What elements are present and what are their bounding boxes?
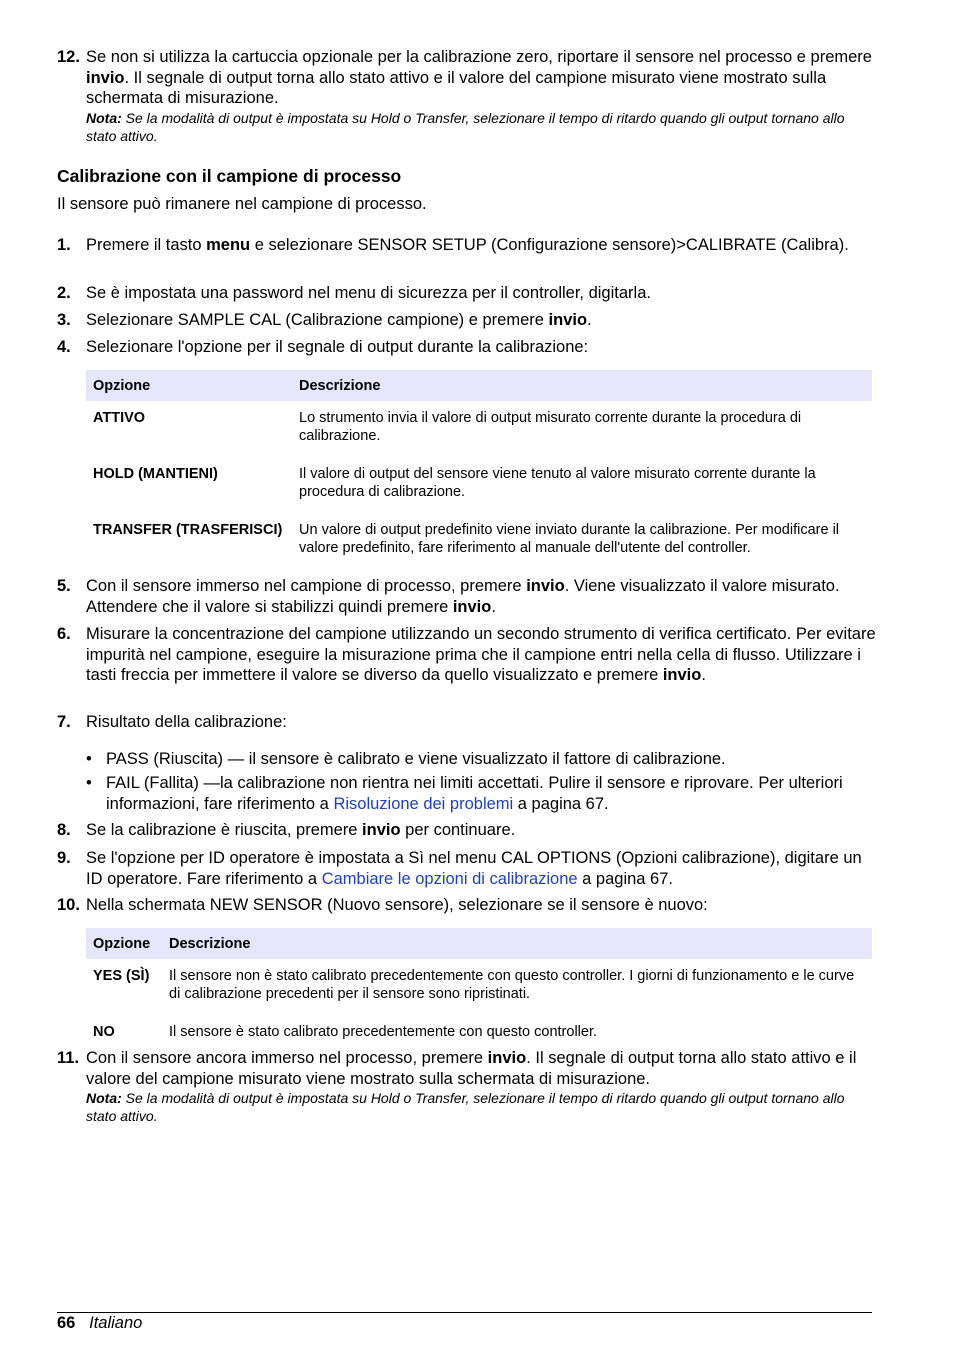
step-text: Se è impostata una password nel menu di sicurezza per il controller, digitarla. xyxy=(86,284,651,302)
note: Nota: Se la modalità di output è impostata su Hold o Transfer, selezionare il tempo di ritardo quando gli output tornano allo stato attivo. xyxy=(86,1090,845,1124)
column-header: Opzione xyxy=(86,370,292,401)
bullet-icon: • xyxy=(86,750,92,768)
step-number: 1. xyxy=(57,236,71,254)
page-number: 66 xyxy=(57,1314,76,1332)
table-row xyxy=(86,459,872,515)
step-number: 11. xyxy=(57,1049,80,1067)
step-number: 5. xyxy=(57,577,71,595)
note: Nota: Se la modalità di output è impostata su Hold o Transfer, selezionare il tempo di ritardo quando gli output tornano allo stato attivo. xyxy=(86,109,845,144)
footer xyxy=(57,1313,142,1333)
description-cell: Il valore di output del sensore viene tenuto al valore misurato corrente durante la procedura di calibrazione. xyxy=(299,466,816,500)
step-text: Con il sensore ancora immerso nel processo, premere invio. Il segnale di output torna allo stato attivo e il valore del campione misurato viene mostrato sulla schermata di misurazione. Nota: Se la modalità di output è impostata su Hold o Transfer, selezionare il tempo di ritardo quando gli output tornano allo stato attivo. xyxy=(86,1048,876,1125)
step-text: Con il sensore immerso nel campione di processo, premere invio. Viene visualizzato il valore misurato. Attendere che il valore si stabilizzi quindi premere invio. xyxy=(86,577,840,616)
description-cell: Un valore di output predefinito viene inviato durante la calibrazione. Per modificare il valore predefinito, fare riferimento al manuale dell'utente del controller. xyxy=(299,522,840,556)
bullet-icon: • xyxy=(86,774,92,792)
footer-language: Italiano xyxy=(89,1314,143,1332)
table-header-row xyxy=(86,928,872,959)
step-text: Se non si utilizza la cartuccia opzionale per la calibrazione zero, riportare il sensore nel processo e premere invio. Il segnale di output torna allo stato attivo e il valore del campione misurato viene mostrato sulla schermata di misurazione. Nota: Se la modalità di output è impostata su Hold o Transfer, selezionare il tempo di ritardo quando gli output tornano allo stato attivo. xyxy=(86,47,876,145)
table-row xyxy=(86,959,872,1017)
step-number: 7. xyxy=(57,713,71,731)
table-header-row xyxy=(86,370,872,401)
footer-divider xyxy=(57,1312,872,1313)
column-header: Opzione xyxy=(86,928,162,959)
step-text: Misurare la concentrazione del campione utilizzando un secondo strumento di verifica certificato. Per evitare impurità nel campione, eseguire la misurazione prima che il campione entri nella cella di flusso. Utilizzare i tasti freccia per immettere il valore se diverso da quello visualizzato e premere invio. xyxy=(86,625,876,684)
step-number: 2. xyxy=(57,284,71,302)
list-item: PASS (Riuscita) — il sensore è calibrato e viene visualizzato il fattore di calibrazione. xyxy=(106,750,726,768)
step-text: Selezionare l'opzione per il segnale di output durante la calibrazione: xyxy=(86,338,589,356)
description-cell: Il sensore è stato calibrato precedentemente con questo controller. xyxy=(169,1024,598,1040)
step-number: 12. xyxy=(57,48,80,66)
step-text: Selezionare SAMPLE CAL (Calibrazione campione) e premere invio. xyxy=(86,311,592,329)
step-number: 9. xyxy=(57,849,71,867)
new-sensor-table xyxy=(86,928,872,1047)
step-text: Se l'opzione per ID operatore è impostata a Sì nel menu CAL OPTIONS (Opzioni calibrazione), digitare un ID operatore. Fare riferimento a Cambiare le opzioni di calibrazione a pagina 67. xyxy=(86,849,862,888)
step-number: 10. xyxy=(57,896,80,914)
column-header: Descrizione xyxy=(162,928,872,959)
step-number: 6. xyxy=(57,625,71,643)
option-cell: HOLD (MANTIENI) xyxy=(93,466,218,482)
table-row xyxy=(86,1017,872,1047)
table-row xyxy=(86,515,872,563)
section-heading: Calibrazione con il campione di processo xyxy=(57,166,402,186)
step-text: Risultato della calibrazione: xyxy=(86,713,287,731)
description-cell: Il sensore non è stato calibrato precedentemente con questo controller. I giorni di funzionamento e le curve di calibrazione precedenti per il sensore sono ripristinati. xyxy=(169,968,855,1002)
output-options-table xyxy=(86,370,872,563)
description-cell: Lo strumento invia il valore di output misurato corrente durante la procedura di calibrazione. xyxy=(299,410,802,444)
option-cell: YES (SÌ) xyxy=(93,968,150,984)
step-number: 8. xyxy=(57,821,71,839)
step-text: Se la calibrazione è riuscita, premere invio per continuare. xyxy=(86,821,516,839)
table-row xyxy=(86,401,872,459)
troubleshooting-link[interactable]: Risoluzione dei problemi xyxy=(333,794,514,813)
step-number: 4. xyxy=(57,338,71,356)
calibration-options-link[interactable]: Cambiare le opzioni di calibrazione xyxy=(321,869,578,888)
step-text: Premere il tasto menu e selezionare SENSOR SETUP (Configurazione sensore)>CALIBRATE (Calibra). xyxy=(86,236,849,254)
option-cell: TRANSFER (TRASFERISCI) xyxy=(93,522,283,538)
intro-text: Il sensore può rimanere nel campione di processo. xyxy=(57,195,427,213)
option-cell: NO xyxy=(93,1024,115,1040)
option-cell: ATTIVO xyxy=(93,410,146,426)
step-text: Nella schermata NEW SENSOR (Nuovo sensore), selezionare se il sensore è nuovo: xyxy=(86,896,708,914)
step-number: 3. xyxy=(57,311,71,329)
column-header: Descrizione xyxy=(292,370,872,401)
list-item: FAIL (Fallita) —la calibrazione non rientra nei limiti accettati. Pulire il sensore e riprovare. Per ulteriori informazioni, fare riferimento a Risoluzione dei problemi a pagina 67. xyxy=(106,774,843,813)
